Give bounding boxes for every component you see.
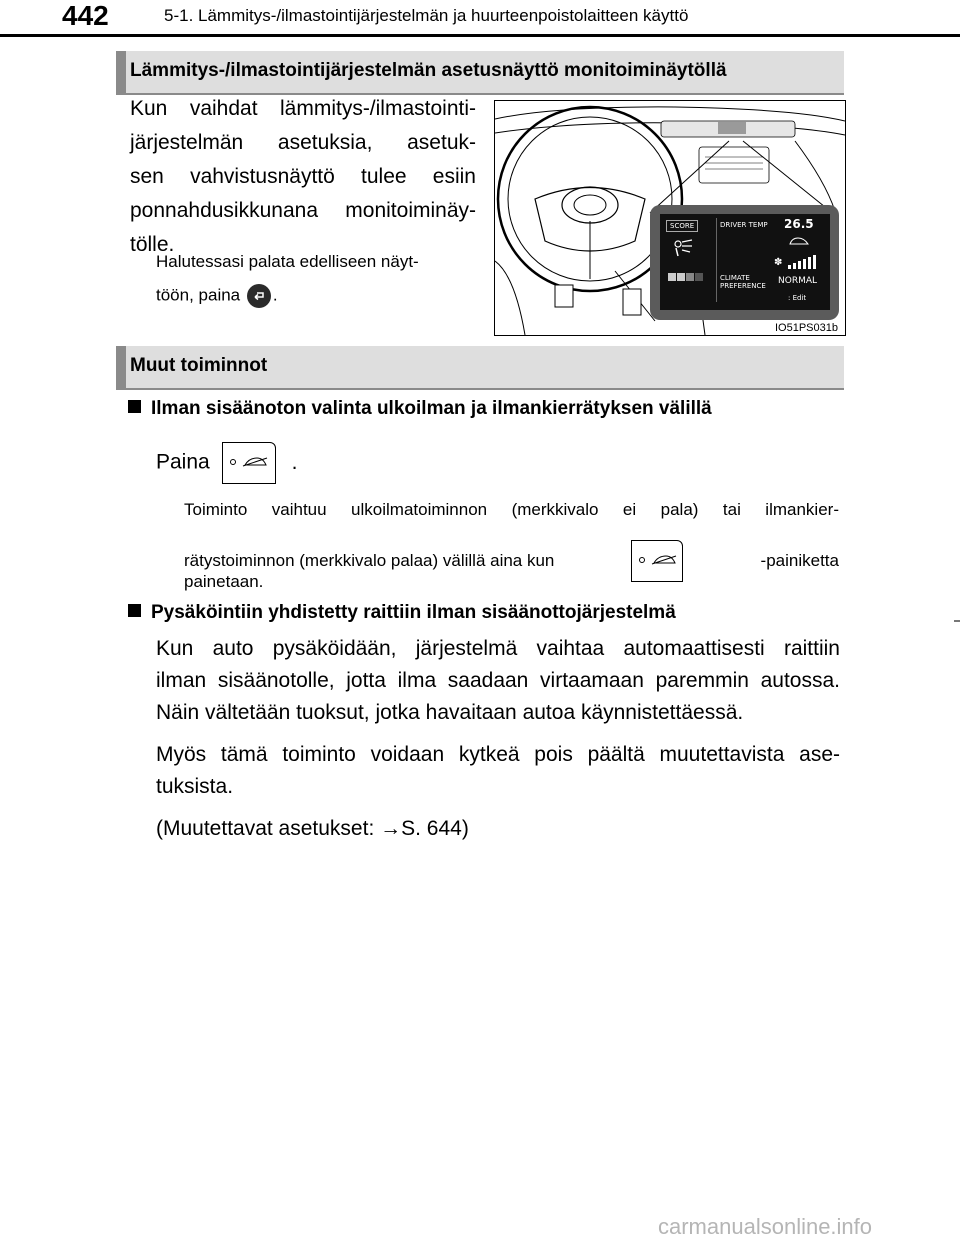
item2-heading-text: Pysäköintiin yhdistetty raittiin ilman sisäänottojärjestelmä xyxy=(151,602,676,623)
item2-para-line: ilman sisäänotolle, jotta ilma saadaan virtaamaan paremmin autossa. xyxy=(156,669,840,692)
climate-value: NORMAL xyxy=(778,276,818,286)
item1-heading xyxy=(128,398,712,420)
item1-note-line: Toiminto vaihtuu ulkoilmatoiminnon (merkkivalo ei pala) tai ilmankier- xyxy=(184,500,839,519)
preference-label: PREFERENCE xyxy=(720,282,766,290)
para-line: sen vahvistusnäyttö tulee esiin xyxy=(130,165,476,188)
item2-para-line: Kun auto pysäköidään, järjestelmä vaihtaa automaattisesti raittiin xyxy=(156,637,840,660)
para-line: Kun vaihdat lämmitys-/ilmastointi- xyxy=(130,97,476,120)
para-line: tölle. xyxy=(130,233,175,256)
header-rule xyxy=(0,34,960,37)
section-heading-other-functions xyxy=(116,346,844,390)
para-line: ponnahdusikkunana monitoiminäy- xyxy=(130,199,476,222)
note-return-line xyxy=(156,284,476,308)
driver-temp-value: 26.5 xyxy=(784,217,814,231)
item1-note-line2 xyxy=(184,540,839,582)
section-accent xyxy=(116,51,126,93)
note-line: Halutessasi palata edelliseen näyt- xyxy=(156,252,419,271)
settings-reference: (Muutettavat asetukset: →S. 644) xyxy=(156,817,469,840)
item2-para-line: Myös tämä toiminto voidaan kytkeä pois päältä muutettavista ase- xyxy=(156,743,840,766)
press-text-end: . xyxy=(291,450,298,474)
item1-heading-text: Ilman sisäänoton valinta ulkoilman ja ilmankierrätyksen välillä xyxy=(151,398,712,419)
section-heading-climate-settings xyxy=(116,51,844,95)
climate-label: CLIMATE xyxy=(720,274,750,282)
page-number: 442 xyxy=(62,0,109,31)
item1-note-line: painetaan. xyxy=(184,572,264,591)
item2-para-line: Näin vältetään tuoksut, jotka havaitaan autoa käynnistettäessä. xyxy=(156,701,744,724)
section-title: Lämmitys-/ilmastointijärjestelmän asetusnäyttö monitoiminäytöllä xyxy=(130,60,727,81)
press-line xyxy=(156,442,297,484)
car-recirculation-icon xyxy=(788,236,810,246)
watermark: carmanualsonline.info xyxy=(658,1214,873,1239)
score-bars xyxy=(668,266,708,274)
driver-temp-label: DRIVER TEMP xyxy=(720,221,768,229)
bullet-square-icon xyxy=(128,400,141,413)
note-text: töön, paina xyxy=(156,285,241,305)
section-title: Muut toiminnot xyxy=(130,355,268,376)
fan-speed-icon xyxy=(774,254,824,270)
svg-text:✽: ✽ xyxy=(774,257,783,268)
airflow-seat-icon xyxy=(672,238,694,258)
bullet-square-icon xyxy=(128,604,141,617)
item2-para-line: tuksista. xyxy=(156,775,234,798)
note-text: rätystoiminnon (merkkivalo palaa) välillä aina kun xyxy=(184,551,555,570)
edit-label: : Edit xyxy=(788,294,807,302)
item2-heading xyxy=(128,602,676,624)
press-text: Paina xyxy=(156,450,210,474)
back-arrow-icon xyxy=(247,284,271,308)
illustration-code: IO51PS031b xyxy=(775,322,838,334)
air-intake-button-icon xyxy=(631,540,683,582)
running-title: 5-1. Lämmitys-/ilmastointijärjestelmän ja huurteenpoistolaitteen käyttö xyxy=(164,6,689,25)
note-text-end: . xyxy=(272,285,278,305)
air-intake-button-icon xyxy=(222,442,276,484)
score-label: SCORE xyxy=(666,220,698,232)
para-line: järjestelmän asetuksia, asetuk- xyxy=(130,131,476,154)
margin-tick xyxy=(954,620,960,622)
section-accent xyxy=(116,346,126,388)
note-text-end: -painiketta xyxy=(760,551,839,570)
climate-settings-screen xyxy=(660,214,830,310)
